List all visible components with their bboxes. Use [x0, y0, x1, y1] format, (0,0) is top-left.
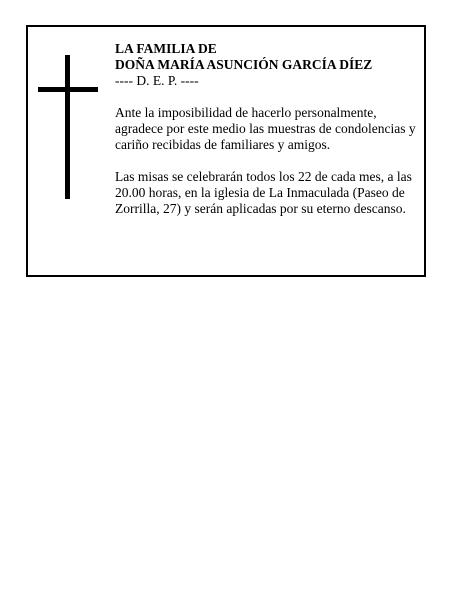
- heading-deceased-name: DOÑA MARÍA ASUNCIÓN GARCÍA DÍEZ: [115, 57, 373, 72]
- rest-in-peace-line: ---- D. E. P. ----: [115, 73, 199, 88]
- mass-schedule-paragraph: [115, 169, 420, 217]
- paragraph-line: cariño recibidas de familiares y amigos.: [115, 137, 331, 152]
- paragraph-line: Las misas se celebrarán todos los 22 de cada mes, a las: [115, 169, 412, 184]
- cross-icon: [38, 55, 98, 199]
- paragraph-line: Zorrilla, 27) y serán aplicadas por su eterno descanso.: [115, 201, 406, 216]
- paragraph-line: 20.00 horas, en la iglesia de La Inmaculada (Paseo de: [115, 185, 405, 200]
- obituary-notice: [26, 25, 426, 277]
- notice-text: [115, 41, 420, 217]
- paragraph-line: agradece por este medio las muestras de condolencias y: [115, 121, 416, 136]
- acknowledgement-paragraph: [115, 105, 420, 153]
- cross-horizontal-bar: [38, 87, 98, 92]
- cross-vertical-bar: [65, 55, 70, 199]
- paragraph-line: Ante la imposibilidad de hacerlo personalmente,: [115, 105, 377, 120]
- heading-family: LA FAMILIA DE: [115, 41, 217, 56]
